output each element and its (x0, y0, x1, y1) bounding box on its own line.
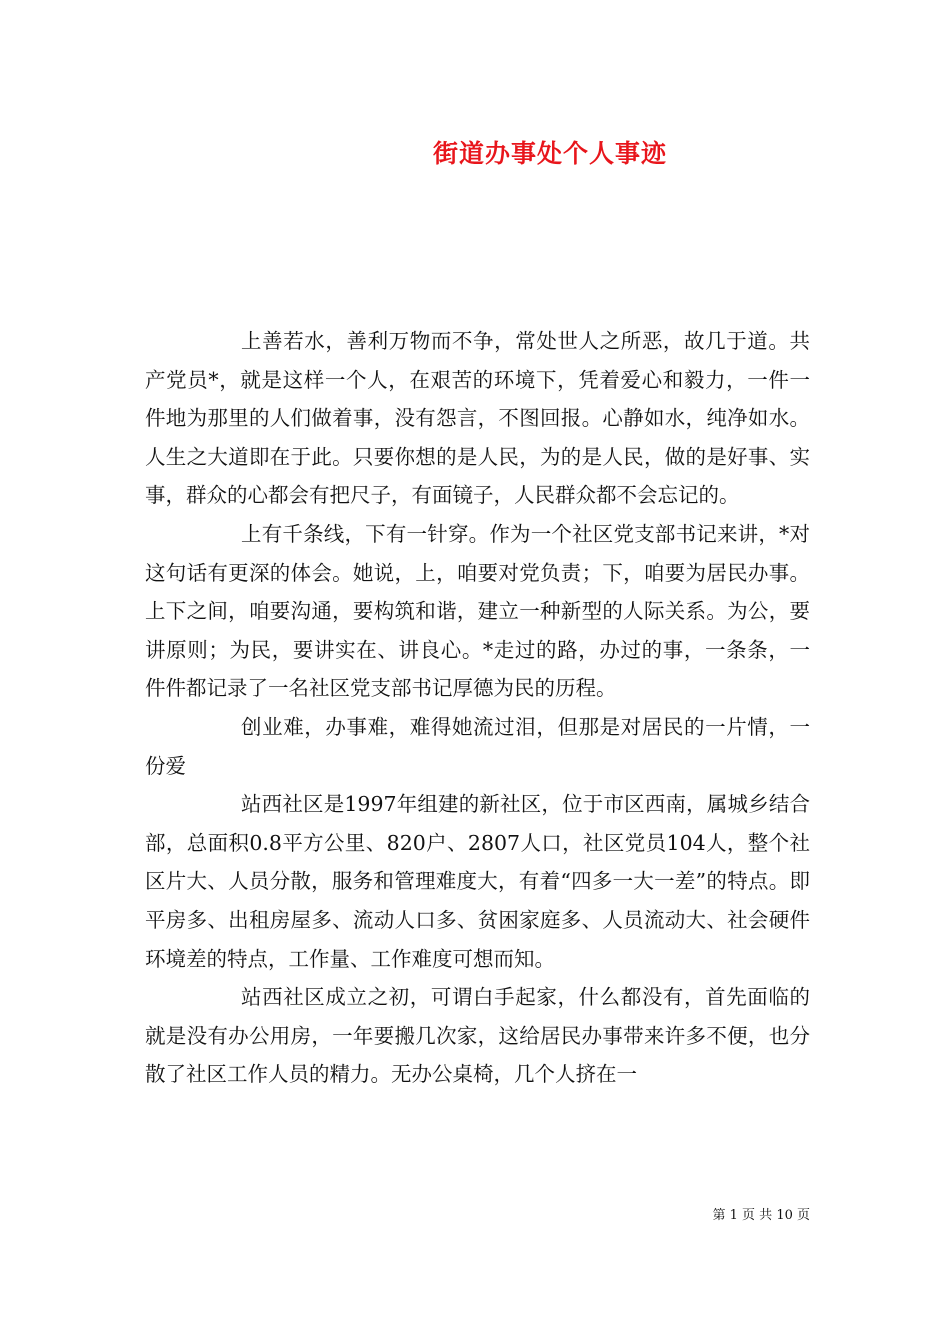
paragraph-5: 站西社区成立之初，可谓白手起家，什么都没有，首先面临的就是没有办公用房，一年要搬几次家，这给居民办事带来许多不便，也分散了社区工作人员的精力。无办公桌椅，几个人挤在一 (145, 985, 810, 1087)
paragraph-2: 上有千条线，下有一针穿。作为一个社区党支部书记来讲，*对这句话有更深的体会。她说，上，咱要对党负责；下，咱要为居民办事。上下之间，咱要沟通，要构筑和谐，建立一种新型的人际关系。为公，要讲原则；为民，要讲实在、讲良心。*走过的路，办过的事，一条条，一件件都记录了一名社区党支部书记厚德为民的历程。 (145, 521, 810, 701)
paragraph-3: 创业难，办事难，难得她流过泪，但那是对居民的一片情，一份爱 (145, 714, 810, 778)
document-title: 街道办事处个人事迹 (432, 139, 667, 168)
document-body (145, 322, 810, 1094)
paragraph-1: 上善若水，善利万物而不争，常处世人之所恶，故几于道。共产党员*，就是这样一个人，在艰苦的环境下，凭着爱心和毅力，一件一件地为那里的人们做着事，没有怨言，不图回报。心静如水，纯净如水。人生之大道即在于此。只要你想的是人民，为的是人民，做的是好事、实事，群众的心都会有把尺子，有面镜子，人民群众都不会忘记的。 (145, 329, 810, 508)
paragraph-4: 站西社区是1997年组建的新社区，位于市区西南，属城乡结合部，总面积0.8平方公里、820户、2807人口，社区党员104人，整个社区片大、人员分散，服务和管理难度大，有着“四多一大一差”的特点。即平房多、出租房屋多、流动人口多、贫困家庭多、人员流动大、社会硬件环境差的特点，工作量、工作难度可想而知。 (145, 792, 810, 971)
page-number-footer: 第 1 页 共 10 页 (712, 1208, 810, 1223)
